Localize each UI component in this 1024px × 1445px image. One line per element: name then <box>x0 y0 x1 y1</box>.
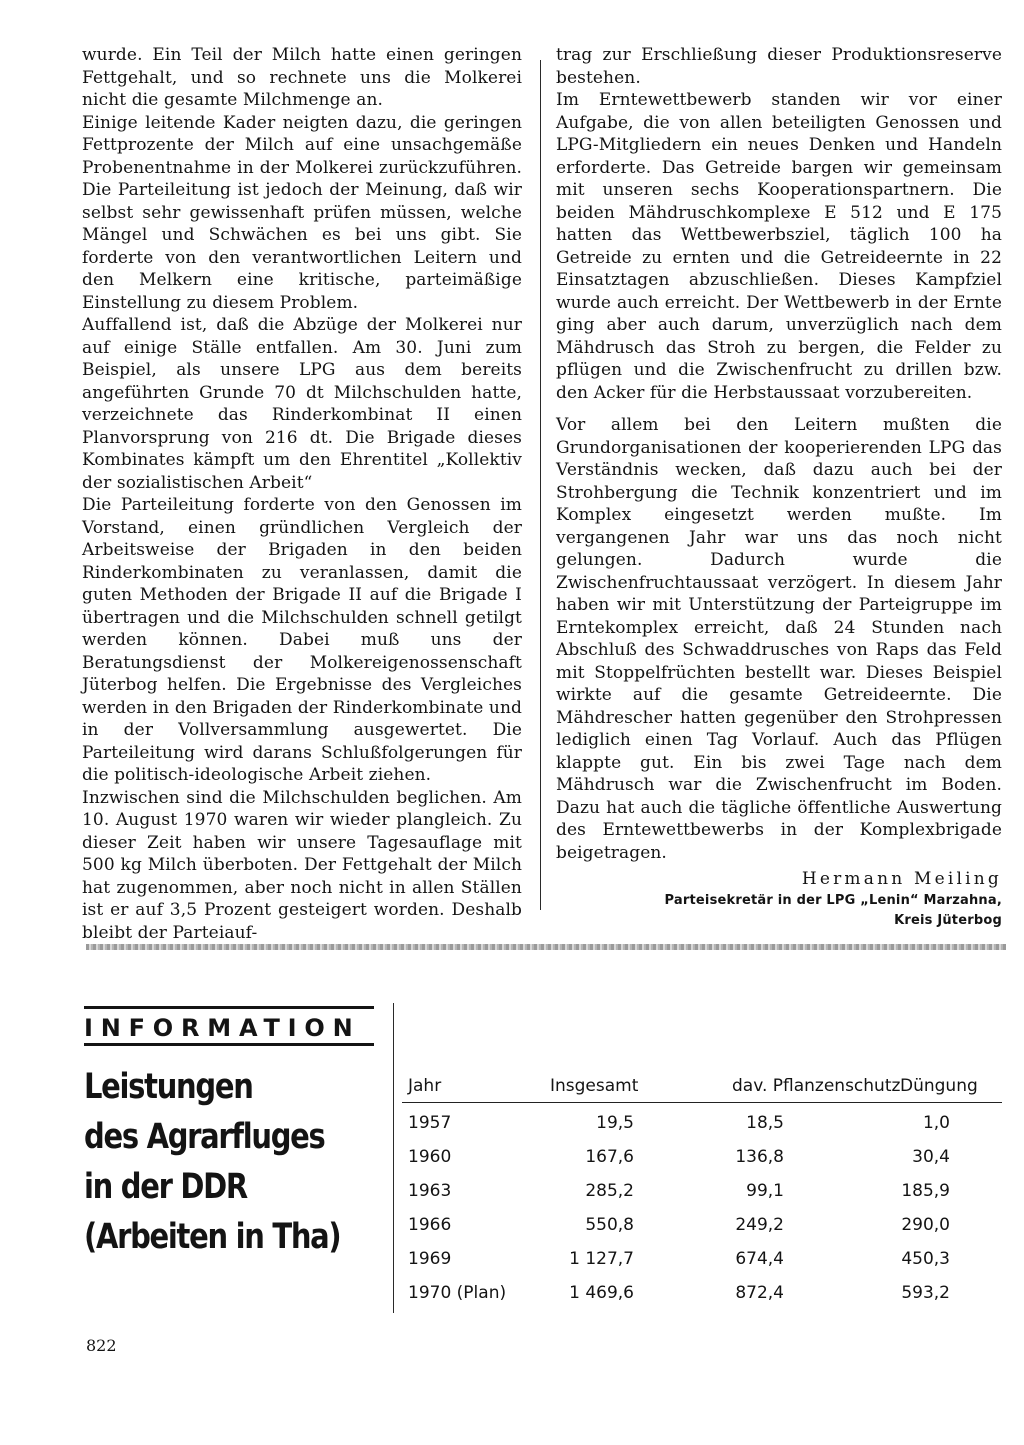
cell-jahr: 1960 <box>408 1147 452 1167</box>
cell-duengung: 290,0 <box>901 1215 950 1235</box>
table-row <box>402 1239 1002 1273</box>
header-insgesamt: Insgesamt <box>550 1076 639 1096</box>
section-separator <box>86 944 1006 950</box>
cell-insgesamt: 19,5 <box>596 1113 634 1133</box>
article-left-column <box>82 44 522 944</box>
cell-pflanzenschutz: 18,5 <box>746 1113 784 1133</box>
article-paragraph: trag zur Erschließung dieser Produktionsreserve bestehen. <box>556 45 1002 88</box>
cell-insgesamt: 285,2 <box>585 1181 634 1201</box>
information-label-box <box>84 1006 374 1046</box>
column-divider <box>540 60 541 910</box>
table-row <box>402 1137 1002 1171</box>
info-title-line: des Agrarfluges <box>84 1117 325 1157</box>
cell-jahr: 1957 <box>408 1113 452 1133</box>
page-number: 822 <box>86 1336 117 1355</box>
info-title-line: in der DDR <box>84 1167 247 1207</box>
cell-jahr: 1966 <box>408 1215 452 1235</box>
cell-pflanzenschutz: 99,1 <box>746 1181 784 1201</box>
table-header <box>402 1074 1002 1103</box>
info-title <box>84 1062 360 1262</box>
author-role-line: Parteisekretär in der LPG „Lenin“ Marzahna, <box>664 892 1002 908</box>
table-row <box>402 1103 1002 1137</box>
article-right-column <box>556 44 1002 931</box>
cell-insgesamt: 167,6 <box>585 1147 634 1167</box>
rule-top <box>84 1006 374 1009</box>
rule-bottom <box>84 1043 374 1046</box>
header-pflanzenschutz: dav. Pflanzenschutz <box>732 1076 901 1096</box>
cell-pflanzenschutz: 674,4 <box>735 1249 784 1269</box>
table-divider <box>393 1003 394 1313</box>
agrarflug-table <box>402 1074 1002 1307</box>
article-paragraph: Im Erntewettbewerb standen wir vor einer Aufgabe, die von allen beteiligten Genossen und LPG-Mitgliedern ein neues Denken und Handeln erforderte. Das Getreide bargen wir gemeinsam mit unseren sechs Kooperationspartnern. Die beiden Mähdruschkomplexe E 512 und E 175 hatten das Wettbewerbsziel, täglich 100 ha Getreide zu ernten und die Getreideernte in 22 Einsatztagen abzuschließen. Dieses Kampfziel wurde auch erreicht. Der Wettbewerb in der Ernte ging aber auch darum, unverzüglich nach dem Mähdrusch das Stroh zu bergen, die Felder zu pflügen und die Zwischenfrucht zu drillen bzw. den Acker für die Herbstaussaat vorzubereiten. <box>556 90 1002 403</box>
cell-duengung: 450,3 <box>901 1249 950 1269</box>
article-paragraph: Inzwischen sind die Milchschulden beglichen. Am 10. August 1970 waren wir wieder plangleich. Zu dieser Zeit haben wir unsere Tagesauflage mit 500 kg Milch überboten. Der Fettgehalt der Milch hat zugenommen, aber noch nicht in allen Ställen ist er auf 3,5 Prozent gesteigert worden. Deshalb bleibt der Parteiauf- <box>82 787 522 943</box>
cell-jahr: 1969 <box>408 1249 452 1269</box>
cell-pflanzenschutz: 249,2 <box>735 1215 784 1235</box>
cell-duengung: 30,4 <box>912 1147 950 1167</box>
cell-insgesamt: 550,8 <box>585 1215 634 1235</box>
author-role-line: Kreis Jüterbog <box>894 912 1002 928</box>
author-role <box>556 891 1002 931</box>
cell-pflanzenschutz: 872,4 <box>735 1283 784 1303</box>
table-row <box>402 1171 1002 1205</box>
cell-jahr: 1963 <box>408 1181 452 1201</box>
cell-duengung: 185,9 <box>901 1181 950 1201</box>
table-row <box>402 1273 1002 1307</box>
cell-jahr: 1970 (Plan) <box>408 1283 507 1303</box>
info-title-line: Leistungen <box>84 1067 253 1107</box>
article-paragraph: wurde. Ein Teil der Milch hatte einen geringen Fettgehalt, und so rechnete uns die Molkerei nicht die gesamte Milchmenge an. <box>82 45 522 110</box>
table-row <box>402 1205 1002 1239</box>
article-paragraph: Die Parteileitung forderte von den Genossen im Vorstand, einen gründlichen Vergleich der Arbeitsweise der Brigaden in den beiden Rinderkombinaten zu veranlassen, damit die guten Methoden der Brigade II auf die Brigade I übertragen und die Milchschulden schnell getilgt werden können. Dabei muß uns der Beratungsdienst der Molkereigenossenschaft Jüterbog helfen. Die Ergebnisse des Vergleiches werden in den Brigaden der Rinderkombinate und in der Vollversammlung ausgewertet. Die Parteileitung wird darans Schlußfolgerungen für die politisch-ideologische Arbeit ziehen. <box>82 495 522 785</box>
cell-insgesamt: 1 127,7 <box>569 1249 634 1269</box>
header-duengung: Düngung <box>900 1076 978 1096</box>
cell-duengung: 1,0 <box>922 1113 950 1133</box>
cell-duengung: 593,2 <box>901 1283 950 1303</box>
author-name: Hermann Meiling <box>801 869 1002 889</box>
info-title-line: (Arbeiten in Tha) <box>84 1217 341 1257</box>
information-label: INFORMATION <box>84 1014 361 1042</box>
article-paragraph: Einige leitende Kader neigten dazu, die geringen Fettprozente der Milch auf eine unsachgemäße Probenentnahme in der Molkerei zurückzuführen. Die Parteileitung ist jedoch der Meinung, daß wir selbst sehr gewissenhaft prüfen müssen, welche Mängel und Schwächen es bei uns gibt. Sie forderte von den verantwortlichen Leitern und den Melkern eine kritische, parteimäßige Einstellung zu diesem Problem. <box>82 112 522 313</box>
article-paragraph: Vor allem bei den Leitern mußten die Grundorganisationen der kooperierenden LPG das Verständnis wecken, daß dazu auch bei der Strohbergung die Technik konzentriert und im Komplex eingesetzt werden mußte. Im vergangenen Jahr war uns das noch nicht gelungen. Dadurch wurde die Zwischenfruchtaussaat verzögert. In diesem Jahr haben wir mit Unterstützung der Parteigruppe im Erntekomplex erreicht, daß 24 Stunden nach Abschluß des Schwaddrusches von Raps das Feld mit Stoppelfrüchten bestellt war. Dieses Beispiel wirkte auf die gesamte Getreideernte. Die Mähdrescher hatten gegenüber den Strohpressen lediglich einen Tag Vorlauf. Auch das Pflügen klappte gut. Ein bis zwei Tage nach dem Mähdrusch war die Zwischenfrucht im Boden. Dazu hat auch die tägliche öffentliche Auswertung des Erntewettbewerbs in der Komplexbrigade beigetragen. <box>556 415 1002 863</box>
header-jahr: Jahr <box>408 1076 442 1096</box>
cell-insgesamt: 1 469,6 <box>569 1283 634 1303</box>
cell-pflanzenschutz: 136,8 <box>735 1147 784 1167</box>
article-paragraph: Auffallend ist, daß die Abzüge der Molkerei nur auf einige Ställe entfallen. Am 30. Juni zum Beispiel, als unsere LPG aus dem bereits angeführten Grunde 70 dt Milchschulden hatte, verzeichnete das Rinderkombinat II einen Planvorsprung von 216 dt. Die Brigade dieses Kombinates kämpft um den Ehrentitel „Kollektiv der sozialistischen Arbeit“ <box>82 315 522 493</box>
